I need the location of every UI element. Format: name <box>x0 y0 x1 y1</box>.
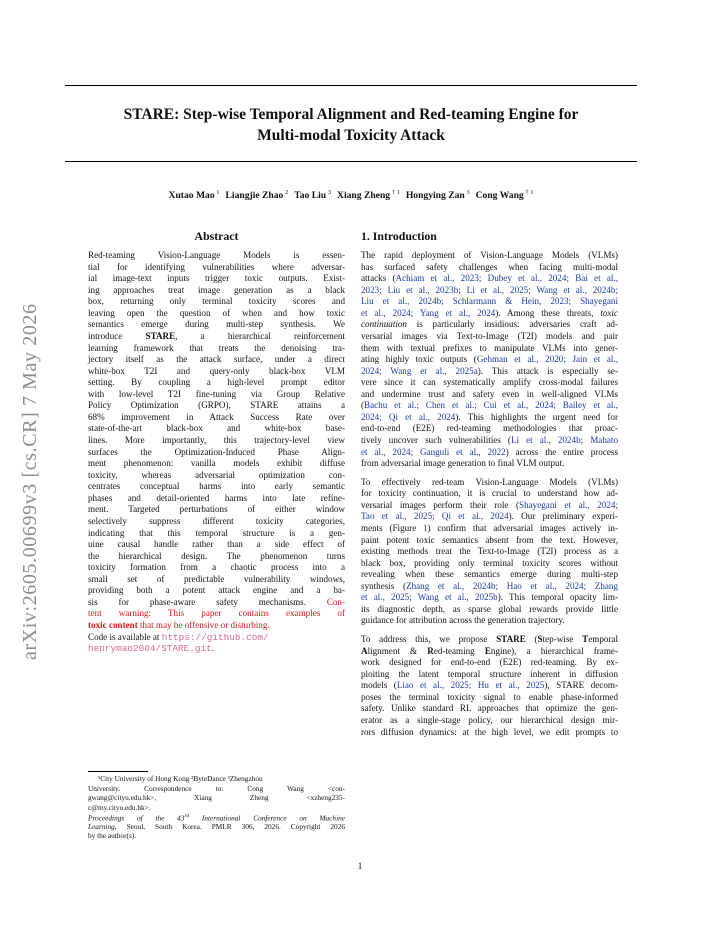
text-span: state-of-the-art black-box and white-box base- <box>88 423 345 434</box>
text-span: continuation <box>361 319 407 330</box>
text-span: erator as a single-stage policy, our hierarchical design mir- <box>361 714 618 725</box>
text-line <box>361 400 618 412</box>
text-span: jectory itself as the attack surface, under a direct <box>88 354 345 365</box>
text-line <box>361 389 618 401</box>
author-name <box>337 190 400 201</box>
text-span: S <box>537 634 543 644</box>
text-span: , a hierarchical reinforcement <box>175 330 345 341</box>
text-span: existing methods treat the Text-to-Image (T2I) process as a <box>361 546 618 557</box>
text-span: ) confirm that adversarial images actively in- <box>427 522 619 533</box>
abstract-body <box>88 250 345 655</box>
text-line <box>88 528 345 540</box>
text-line <box>361 680 618 692</box>
citation-link[interactable]: Shayegani et al., 2024; <box>519 499 618 510</box>
text-span: its diagnostic depth, as sparse global rewards provide little <box>361 603 618 614</box>
author-name-text: Hongying Zan <box>405 190 465 202</box>
author-name <box>406 190 470 201</box>
author-name <box>294 190 331 201</box>
text-span: from adversarial image generation to final VLM output. <box>361 458 565 469</box>
text-span: sis for phase-aware safety mechanisms. <box>88 596 327 607</box>
text-line <box>361 331 618 343</box>
text-line <box>361 343 618 355</box>
text-span: ment. Targeted perturbations of either window <box>88 504 345 515</box>
text-span: learning framework that treats the denoising tra- <box>88 342 345 353</box>
code-url-link[interactable]: henrymao2004/STARE.git <box>88 643 212 655</box>
text-line <box>88 389 345 401</box>
text-line <box>361 423 618 435</box>
text-line <box>88 551 345 563</box>
text-line <box>361 262 618 274</box>
text-span: toxic content <box>88 620 138 630</box>
text-span: . <box>211 643 215 654</box>
text-span: ), STARE decom- <box>544 680 618 691</box>
text-line <box>361 285 618 297</box>
text-span: ). This attack is especially se- <box>477 365 618 376</box>
text-line <box>361 366 618 378</box>
text-span: safety. Unlike standard RL approaches that optimize the gen- <box>361 703 618 714</box>
text-line <box>361 715 618 727</box>
author-affiliation-marker: 2 <box>283 189 289 196</box>
code-url-link[interactable]: https://github.com/ <box>161 631 269 643</box>
text-line <box>88 470 345 482</box>
text-span: ). This highlights the urgent need for <box>455 411 618 422</box>
text-line <box>88 481 345 493</box>
abstract-heading: Abstract <box>194 229 239 243</box>
text-span: providing both a potent attack engine and a ba- <box>88 585 345 596</box>
text-span: them with textual prefixes to manipulate VLMs into gener- <box>361 342 618 353</box>
text-line <box>88 643 345 655</box>
footnote-rule <box>88 771 148 772</box>
citation-link[interactable]: Li et al., 2024b; Mahato <box>510 435 619 445</box>
text-line <box>361 592 618 604</box>
text-line <box>88 262 345 274</box>
text-span: box, returning only terminal toxicity scores and <box>88 296 345 307</box>
text-line <box>88 574 345 586</box>
footnote-line: gwang@cityu.edu.hk>, Xiang Zheng <xzheng235- <box>88 793 345 803</box>
text-line <box>361 615 618 627</box>
citation-link[interactable]: 2024; Qi et al., 2024 <box>361 411 456 422</box>
text-span: ing approaches treat image generation as a black <box>88 284 345 295</box>
footnote-line: University. Correspondence to: Cong Wang <con- <box>88 783 345 793</box>
proceedings-line: Learning, Seoul, South Korea. PMLR 306, 2026. Copyright 2026 <box>88 821 345 831</box>
text-line <box>88 632 345 644</box>
text-line <box>88 308 345 320</box>
author-affiliation-marker: † 1 <box>523 189 534 196</box>
text-span: toxicity formation from a chaotic process into a <box>88 562 345 573</box>
text-span: that may be offensive or disturbing. <box>137 620 270 630</box>
author-affiliation-marker: 1 <box>214 189 220 196</box>
text-span: ating highly toxic outputs ( <box>361 354 477 365</box>
text-span: has surfaced safety challenges when facing multi-modal <box>361 261 618 272</box>
text-line <box>361 546 618 558</box>
author-name <box>169 190 220 201</box>
text-line <box>88 608 345 620</box>
text-span: R <box>427 645 434 656</box>
introduction-paragraph <box>361 634 618 738</box>
right-column <box>361 228 618 745</box>
text-span: Red-teaming Vision-Language Models is essen- <box>88 250 345 260</box>
introduction-heading: 1. Introduction <box>361 229 437 243</box>
text-span: tial for identifying vulnerabilities where adversar- <box>88 261 345 272</box>
text-span: E <box>484 645 491 656</box>
citation-link[interactable]: 2023; Liu et al., 2023b; Li et al., 2025; Wang et al., 2024b; <box>361 284 618 295</box>
text-span: introduce <box>88 330 146 341</box>
text-line <box>361 703 618 715</box>
text-span: Con- <box>326 596 345 607</box>
author-name-text: Xiang Zheng <box>337 190 391 202</box>
proceedings-line: by the author(s). <box>88 831 137 841</box>
text-span: A <box>361 645 368 656</box>
text-span: emporal <box>588 634 618 644</box>
text-line <box>88 620 345 632</box>
text-line <box>361 447 618 459</box>
introduction-body <box>361 250 618 738</box>
text-span: toxicity, whereas adversarial optimization con- <box>88 469 345 480</box>
text-span: tep-wise <box>542 634 583 644</box>
text-line <box>361 569 618 581</box>
text-span: the hierarchical design. The phenomenon turns <box>88 550 345 561</box>
text-line <box>88 273 345 285</box>
text-line <box>88 296 345 308</box>
proceedings-note <box>88 812 345 841</box>
citation-link[interactable]: Liao et al., 2025; Hu et al., 2025 <box>396 680 545 691</box>
text-line <box>88 366 345 378</box>
text-span: centrates conceptual harms into early semantic <box>88 481 345 492</box>
text-span: ) across the entire process <box>505 446 618 457</box>
text-line <box>361 319 618 331</box>
text-line <box>88 285 345 297</box>
text-span: STARE <box>496 634 526 644</box>
author-affiliation-marker: † 1 <box>390 189 400 196</box>
text-line <box>88 331 345 343</box>
text-span: The rapid deployment of Vision-Language Models (VLMs) <box>361 250 618 260</box>
text-line <box>361 250 618 262</box>
text-line <box>361 412 618 424</box>
text-line <box>88 250 345 262</box>
text-span: leaving open the question of when and how toxic <box>88 307 345 318</box>
text-line <box>361 296 618 308</box>
text-span: ). Our preliminary experi- <box>508 511 619 522</box>
text-span: vere since it can systematically amplify cross-modal failures <box>361 377 618 388</box>
text-span: ment phenomenon: vanilla models exhibit diffuse <box>88 458 345 469</box>
paper-title <box>65 104 637 146</box>
text-line <box>361 634 618 646</box>
text-span: lignment & <box>367 645 428 656</box>
text-line <box>361 308 618 320</box>
text-line <box>88 504 345 516</box>
text-span: ). This temporal opacity lim- <box>497 592 618 603</box>
citation-link[interactable]: Bachu et al.; Chen et al.; Cui et al., 2024; Bailey et al., <box>364 400 618 411</box>
text-line <box>361 692 618 704</box>
citation-link[interactable]: 2024; Wang et al., 2025a <box>361 365 478 376</box>
footnote-line: ¹City University of Hong Kong ²ByteDance ³Zhengzhou <box>98 774 263 783</box>
text-span: tent warning: This paper contains examples of <box>88 608 345 619</box>
text-span: white-box T2I and query-only black-box VLM <box>88 365 345 376</box>
text-line <box>88 354 345 366</box>
text-line <box>88 319 345 331</box>
text-span: To address this, we propose <box>361 634 497 644</box>
citation-link[interactable]: Gehman et al., 2020; Jain et al., <box>476 354 618 365</box>
text-line <box>361 657 618 669</box>
text-line <box>361 488 618 500</box>
text-span: tively uncover such vulnerabilities ( <box>361 435 511 445</box>
citation-link[interactable]: et al., 2024; Yang et al., 2024 <box>361 307 496 318</box>
text-span: ( <box>525 634 538 644</box>
affiliation-footnote <box>88 774 345 812</box>
text-span: with low-level T2I fine-tuning via Group Relative <box>88 388 345 399</box>
text-span: end-to-end (E2E) red-teaming methodologies that proac- <box>361 423 618 434</box>
text-line <box>361 669 618 681</box>
text-line <box>361 354 618 366</box>
text-line <box>88 516 345 528</box>
text-span: ). Among these threats, <box>495 307 601 318</box>
citation-link[interactable]: 1 <box>423 522 428 533</box>
text-span: revealing when these semantics emerge during multi-step <box>361 569 618 580</box>
text-span: setting. By coupling a high-level prompt editor <box>88 377 345 388</box>
introduction-paragraph <box>361 250 618 470</box>
author-affiliation-marker: 3 <box>464 189 470 196</box>
citation-link[interactable]: Tao et al., 2025; Qi et al., 2024 <box>361 511 509 522</box>
text-span: poses the terminal toxicity signal to enable phase-informed <box>361 691 618 702</box>
text-line <box>88 493 345 505</box>
text-span: paint potent toxic semantics absent from the text. However, <box>361 534 618 545</box>
text-span: versarial images via Text-to-Image (T2I) models and pair <box>361 330 618 341</box>
text-span: T <box>582 634 589 644</box>
text-span: ploiting the latent temporal structure inherent in diffusion <box>361 668 618 679</box>
left-column <box>88 228 345 662</box>
text-line <box>361 435 618 447</box>
text-span: toxic <box>600 307 618 318</box>
title-line: Multi-modal Toxicity Attack <box>257 127 445 144</box>
text-span: indicating that this temporal structure is a gen- <box>88 527 345 538</box>
title-line: STARE: Step-wise Temporal Alignment and Red-teaming Engine for <box>123 106 579 123</box>
author-name <box>226 190 289 201</box>
text-line <box>88 412 345 424</box>
citation-link[interactable]: et al., 2024; Ganguli et al., 2022 <box>361 446 506 457</box>
text-span: ngine), a hierarchical frame- <box>490 645 618 656</box>
text-line <box>361 646 618 658</box>
text-line <box>361 604 618 616</box>
text-line <box>361 523 618 535</box>
footnote-line: c@my.cityu.edu.hk>. <box>88 802 151 812</box>
text-span: phases and detail-oriented harms into late refine- <box>88 492 345 503</box>
author-name-text: Xutao Mao <box>168 190 215 202</box>
text-span: models ( <box>361 680 397 691</box>
text-line <box>361 511 618 523</box>
text-span: 68% improvement in Attack Success Rate over <box>88 411 345 422</box>
text-span: uine causal handle rather than a side effect of <box>88 539 345 550</box>
text-line <box>88 458 345 470</box>
text-line <box>361 500 618 512</box>
proceedings-line: Proceedings of the 43rd International Conference on Machine <box>88 813 345 823</box>
text-line <box>361 727 618 739</box>
citation-link[interactable]: Achiam et al., 2023; Dubey et al., 2024; Bai et al., <box>395 273 618 284</box>
author-list <box>65 189 637 201</box>
text-line <box>88 562 345 574</box>
text-span: versarial images perform their role ( <box>361 499 520 510</box>
text-span: semantics emerge during multi-step synthesis. We <box>88 319 345 330</box>
introduction-paragraph <box>361 477 618 627</box>
text-span: To effectively red-team Vision-Language Models (VLMs) <box>361 476 618 487</box>
text-line <box>88 447 345 459</box>
text-span: selectively suppress different toxicity categories, <box>88 515 345 526</box>
text-line <box>361 535 618 547</box>
text-line <box>361 558 618 570</box>
citation-link[interactable]: et al., 2025; Wang et al., 2025b <box>361 592 498 603</box>
text-span: attacks ( <box>361 273 396 284</box>
text-span: STARE <box>145 330 176 341</box>
text-line <box>361 458 618 470</box>
title-bottom-rule <box>65 161 637 162</box>
text-span: Code is available at <box>88 631 162 642</box>
text-span: work designed for end-to-end (E2E) red-teaming. By ex- <box>361 657 618 668</box>
text-span: small set of predictable vulnerability windows, <box>88 573 345 584</box>
author-name-text: Tao Liu <box>294 190 327 202</box>
text-line <box>88 400 345 412</box>
text-line <box>361 581 618 593</box>
text-line <box>88 539 345 551</box>
text-span: and undermine trust and safety even in well-aligned VLMs <box>361 388 618 399</box>
citation-link[interactable]: Liu et al., 2024b; Schlarmann & Hein, 2023; Shayegani <box>361 296 618 307</box>
text-span: ial image-text inputs trigger toxic outputs. Exist- <box>88 273 345 284</box>
text-line <box>88 423 345 435</box>
text-span: for toxicity continuation, it is crucial to understand how ad- <box>361 488 618 499</box>
page-number: 1 <box>357 862 363 872</box>
text-span: lines. More importantly, this trajectory-level view <box>88 435 345 445</box>
author-name-text: Cong Wang <box>475 190 524 202</box>
text-span: surfaces the Optimization-Induced Phase Align- <box>88 446 345 457</box>
author-name <box>476 190 534 201</box>
text-span: ments (Figure <box>361 522 423 533</box>
text-line <box>88 343 345 355</box>
text-line <box>88 597 345 609</box>
text-span: black box, providing only terminal toxicity scores without <box>361 557 618 568</box>
top-rule <box>65 85 637 86</box>
text-span: ed-teaming <box>433 645 485 656</box>
author-affiliation-marker: 3 <box>326 189 332 196</box>
text-line <box>88 585 345 597</box>
arxiv-identifier-stamp: arXiv:2605.00699v3 [cs.CR] 7 May 2026 <box>19 303 41 660</box>
text-line <box>88 377 345 389</box>
text-line <box>361 273 618 285</box>
citation-link[interactable]: Zhang et al., 2024b; Hao et al., 2024; Zhang <box>406 580 618 591</box>
text-span: is particularly insidious: adversaries craft ad- <box>406 319 618 330</box>
text-span: guidance for attribution across the generation trajectory. <box>361 615 565 626</box>
text-line <box>88 435 345 447</box>
text-span: ( <box>361 400 365 411</box>
author-name-text: Liangjie Zhao <box>225 190 284 202</box>
text-span: Policy Optimization (GRPO), STARE attains a <box>88 400 345 411</box>
text-span: synthesis ( <box>361 580 407 591</box>
text-span: rors diffusion dynamics: at the high level, we edit prompts to <box>361 726 618 737</box>
text-line <box>361 477 618 489</box>
text-line <box>361 377 618 389</box>
